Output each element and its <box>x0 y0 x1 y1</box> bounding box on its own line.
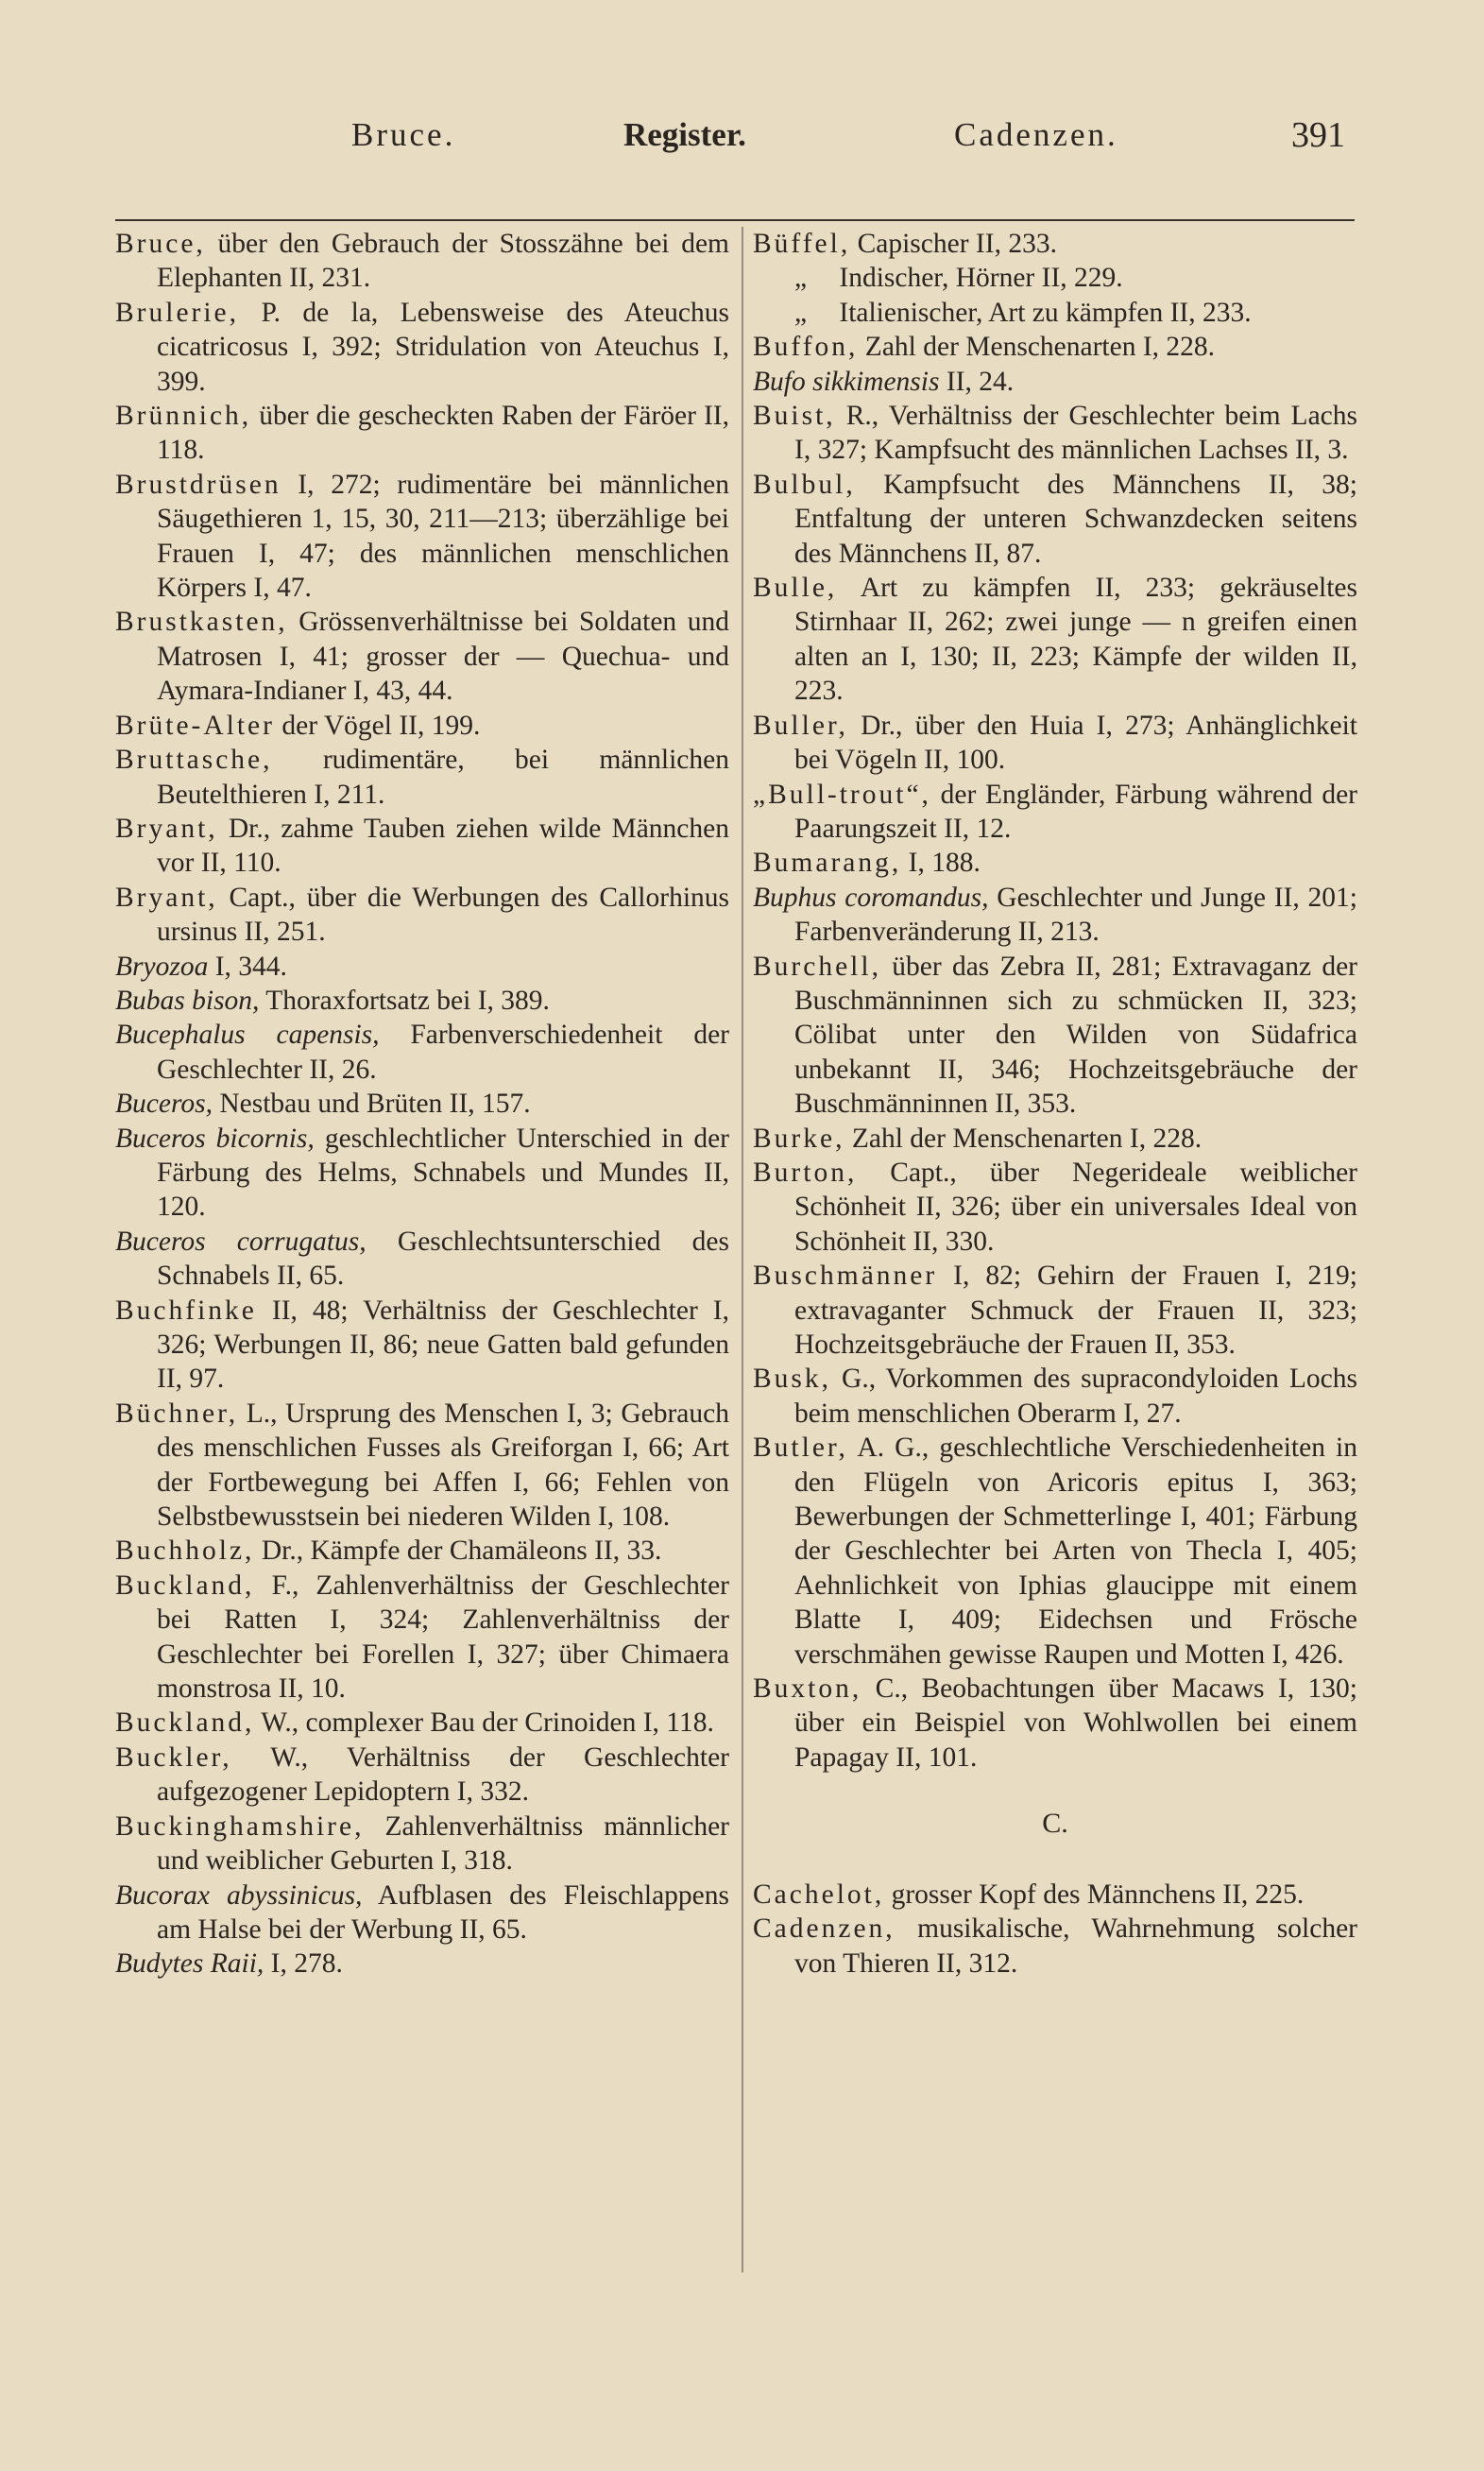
index-entry <box>115 984 729 1018</box>
entry-headword: Brulerie, <box>115 297 240 328</box>
index-entry <box>753 709 1357 778</box>
index-entry <box>753 1122 1357 1156</box>
entry-headword: Buckland, <box>115 1570 255 1601</box>
index-entry <box>115 1879 729 1948</box>
entry-text: Capischer II, 233. <box>850 229 1057 259</box>
index-entry <box>753 296 1357 330</box>
header-rule <box>115 219 1355 221</box>
index-entry <box>753 1912 1357 1981</box>
entry-text: Capt., über die Werbungen des Callorhinus ursinus II, 251. <box>157 882 729 948</box>
index-entry <box>115 1018 729 1087</box>
column-divider <box>742 227 743 2273</box>
index-entry <box>115 1741 729 1810</box>
index-entry <box>115 1122 729 1225</box>
entry-text: Art zu kämpfen II, 233; gekräuseltes Stirnhaar II, 262; zwei junge — n greifen einen alten an I, 130; II, 223; Kämpfe der wilden II, 223. <box>794 573 1357 707</box>
index-entry <box>753 778 1357 847</box>
entry-headword: Busk, <box>753 1364 832 1395</box>
entry-headword: Büchner, <box>115 1398 239 1429</box>
index-entry <box>115 1947 729 1981</box>
entry-headword: Bucorax abyssinicus, <box>115 1879 363 1911</box>
entry-headword: Bulle, <box>753 573 838 604</box>
index-entry <box>753 571 1357 709</box>
entry-text: Kampfsucht des Männchens II, 38; Entfaltung der unteren Schwanzdecken seitens des Männchens II, 87. <box>794 469 1357 569</box>
entry-headword: Buckland, <box>115 1707 255 1739</box>
entry-text: C., Beobachtungen über Macaws I, 130; über ein Beispiel von Wohlwollen bei einem Papagay II, 101. <box>794 1673 1357 1773</box>
index-entry <box>115 1397 729 1535</box>
index-entry <box>753 1362 1357 1431</box>
entry-headword: Burchell, <box>753 951 881 982</box>
index-entry <box>753 365 1357 399</box>
index-entry <box>115 709 729 743</box>
entry-text: Zahl der Menschenarten I, 228. <box>844 1123 1203 1154</box>
entry-text: rudimentäre, bei männlichen Beutelthieren I, 211. <box>157 745 729 810</box>
page-number: 391 <box>1291 115 1345 155</box>
entry-headword: Buller, <box>753 710 848 741</box>
entry-headword: Bruce, <box>115 229 206 259</box>
entry-text: P. de la, Lebensweise des Ateuchus cicatricosus I, 392; Stridulation von Ateuchus I, 399. <box>157 297 729 397</box>
ditto-mark: „ <box>794 297 808 328</box>
entry-headword: „Bull-trout“, <box>753 779 931 810</box>
entry-text: I, 188. <box>901 848 981 879</box>
entry-text: der Engländer, Färbung während der Paarungszeit II, 12. <box>794 779 1357 844</box>
entry-headword: Bryozoa <box>115 951 209 982</box>
entry-headword: Brünnich, <box>115 401 252 432</box>
index-entry <box>115 468 729 606</box>
entry-text: R., Verhältniss der Geschlechter beim Lachs I, 327; Kampfsucht des männlichen Lachses II, 3. <box>794 401 1357 466</box>
entry-text: Capt., über Negerideale weiblicher Schönheit II, 326; über ein universales Ideal von Schönheit II, 330. <box>794 1157 1357 1257</box>
entry-headword: Buceros, <box>115 1089 213 1120</box>
entry-headword: Budytes Raii, <box>115 1948 264 1980</box>
entry-text: II, 24. <box>939 366 1015 397</box>
entry-headword: Bruttasche, <box>115 745 273 776</box>
entry-text: F., Zahlenverhältniss der Geschlechter bei Ratten I, 324; Zahlenverhältniss der Geschlechter bei Forellen I, 327; über Chimaera monstrosa II, 10. <box>157 1570 729 1705</box>
index-entry <box>115 881 729 950</box>
entry-text: Italienischer, Art zu kämpfen II, 233. <box>832 297 1252 328</box>
entry-headword: Bryant, <box>115 813 218 844</box>
index-entry <box>115 743 729 812</box>
index-entry <box>753 1431 1357 1672</box>
entry-headword: Cachelot, <box>753 1879 885 1910</box>
entry-text: Dr., Kämpfe der Chamäleons II, 33. <box>254 1536 662 1567</box>
entry-headword: Buckler, <box>115 1742 232 1773</box>
entry-headword: Cadenzen, <box>753 1913 896 1945</box>
index-entry <box>753 950 1357 1122</box>
entry-text: grosser Kopf des Männchens II, 225. <box>884 1879 1305 1910</box>
entry-text: geschlechtlicher Unterschied in der Färbung des Helms, Schnabels und Mundes II, 120. <box>157 1123 729 1223</box>
index-entry <box>753 1156 1357 1259</box>
entry-text: Farbenverschiedenheit der Geschlechter II, 26. <box>157 1020 729 1085</box>
entry-headword: Bubas bison, <box>115 985 260 1016</box>
entry-headword: Buschmänner <box>753 1261 938 1292</box>
entry-headword: Bumarang, <box>753 848 902 879</box>
entry-text: musikalische, Wahrnehmung solcher von Thieren II, 312. <box>794 1913 1357 1979</box>
entry-headword: Buffon, <box>753 332 859 363</box>
entry-text: I, 272; rudimentäre bei männlichen Säugethieren 1, 15, 30, 211—213; überzählige bei Frauen I, 47; des männlichen menschlichen Körpers I, 47. <box>157 469 729 604</box>
entry-text: über den Gebrauch der Stosszähne bei dem Elephanten II, 231. <box>157 229 729 294</box>
index-column-left <box>115 227 729 1982</box>
entry-text: G., Vorkommen des supracondyloiden Lochs beim menschlichen Oberarm I, 27. <box>794 1364 1357 1429</box>
entry-headword: Buist, <box>753 401 836 432</box>
index-entry <box>753 399 1357 468</box>
entry-text: Dr., über den Huia I, 273; Anhänglichkeit bei Vögeln II, 100. <box>794 710 1357 776</box>
index-entry <box>115 605 729 708</box>
entry-headword: Bulbul, <box>753 469 856 500</box>
entry-headword: Bufo sikkimensis <box>753 366 940 397</box>
entry-text: Dr., zahme Tauben ziehen wilde Männchen vor II, 110. <box>157 813 729 879</box>
entry-headword: Buceros bicornis, <box>115 1123 315 1154</box>
index-entry <box>115 1569 729 1707</box>
entry-headword: Buchfinke <box>115 1295 257 1326</box>
entry-headword: Buphus coromandus, <box>753 882 989 913</box>
index-entry <box>753 227 1357 261</box>
section-letter: C. <box>1042 1808 1068 1840</box>
index-entry <box>115 1294 729 1397</box>
entry-text: I, 82; Gehirn der Frauen I, 219; extravaganter Schmuck der Frauen II, 323; Hochzeitsgebräuche der Frauen II, 353. <box>794 1261 1357 1360</box>
index-entry <box>753 330 1357 364</box>
index-entry <box>115 950 729 984</box>
index-entry <box>753 468 1357 571</box>
index-entry <box>115 1225 729 1294</box>
entry-text: I, 344. <box>208 951 287 982</box>
index-column-right <box>753 227 1357 1981</box>
entry-headword: Brustdrüsen <box>115 469 281 500</box>
entry-text: W., complexer Bau der Crinoiden I, 118. <box>254 1707 714 1739</box>
entry-text: Geschlechter und Junge II, 201; Farbenveränderung II, 213. <box>794 882 1357 948</box>
entry-headword: Buxton, <box>753 1673 862 1705</box>
entry-text: A. G., geschlechtliche Verschiedenheiten in den Flügeln von Aricoris epitus I, 363; Bewerbungen der Schmetterlinge I, 401; Färbung der Geschlechter bei Arten von Thecla I, 405; Aehnlichkeit von Iphias glaucippe mit einem Blatte I, 409; Eidechsen und Frösche verschmähen gewisse Raupen und Motten I, 426. <box>794 1433 1357 1670</box>
index-entry <box>753 261 1357 295</box>
entry-headword: Buckinghamshire, <box>115 1810 365 1842</box>
index-entry <box>115 296 729 399</box>
entry-headword: Brustkasten, <box>115 607 288 638</box>
entry-headword: Bryant, <box>115 882 218 913</box>
entry-headword: Butler, <box>753 1433 848 1464</box>
ditto-mark: „ <box>794 263 808 294</box>
index-entry <box>115 812 729 881</box>
entry-headword: Brüte-Alter <box>115 710 275 741</box>
entry-headword: Bucephalus capensis, <box>115 1020 380 1051</box>
entry-text: I, 278. <box>264 1948 343 1980</box>
index-entry <box>753 881 1357 950</box>
entry-text: Geschlechtsunterschied des Schnabels II, 65. <box>157 1226 729 1292</box>
index-entry <box>115 227 729 296</box>
entry-text: über das Zebra II, 281; Extravaganz der Buschmänninnen sich zu schmücken II, 323; Cölibat unter den Wilden von Südafrica unbekannt II, 346; Hochzeitsgebräuche der Buschmänninnen II, 353. <box>794 951 1357 1120</box>
entry-text: Nestbau und Brüten II, 157. <box>212 1089 531 1120</box>
entry-headword: Burton, <box>753 1157 858 1188</box>
index-entry <box>753 1672 1357 1775</box>
running-head-title: Register. <box>623 116 746 153</box>
entry-text: Zahlenverhältniss männlicher und weiblicher Geburten I, 318. <box>157 1810 729 1877</box>
index-entry <box>115 399 729 468</box>
running-head-right: Cadenzen. <box>954 116 1118 153</box>
entry-headword: Buchholz, <box>115 1536 255 1567</box>
entry-text: W., Verhältniss der Geschlechter aufgezogener Lepidoptern I, 332. <box>157 1742 729 1808</box>
index-entry <box>115 1706 729 1740</box>
entry-headword: Büffel, <box>753 229 851 259</box>
index-entry <box>753 1878 1357 1912</box>
index-entry <box>753 1259 1357 1362</box>
index-entry <box>115 1534 729 1568</box>
running-head-left: Bruce. <box>351 116 456 153</box>
entry-headword: Burke, <box>753 1123 845 1154</box>
index-entry <box>115 1087 729 1121</box>
entry-text: Grössenverhältnisse bei Soldaten und Matrosen I, 41; grosser der — Quechua- und Aymara-Indianer I, 43, 44. <box>157 607 729 707</box>
entry-text: über die gescheckten Raben der Färöer II, 118. <box>157 401 729 466</box>
index-entry <box>753 846 1357 880</box>
entry-headword: Buceros corrugatus, <box>115 1226 367 1257</box>
entry-text: II, 48; Verhältniss der Geschlechter I, 326; Werbungen II, 86; neue Gatten bald gefunden II, 97. <box>157 1295 729 1395</box>
entry-text: Zahl der Menschenarten I, 228. <box>858 332 1216 363</box>
entry-text: Indischer, Hörner II, 229. <box>832 263 1123 294</box>
entry-text: L., Ursprung des Menschen I, 3; Gebrauch des menschlichen Fusses als Greiforgan I, 66; Art der Fortbewegung bei Affen I, 66; Fehlen von Selbstbewusstsein bei niederen Wilden I, 108. <box>157 1398 729 1533</box>
index-entry <box>115 1810 729 1879</box>
entry-text: Aufblasen des Fleischlappens am Halse bei der Werbung II, 65. <box>157 1879 729 1945</box>
entry-text: der Vögel II, 199. <box>274 710 481 741</box>
entry-text: Thoraxfortsatz bei I, 389. <box>259 985 550 1016</box>
